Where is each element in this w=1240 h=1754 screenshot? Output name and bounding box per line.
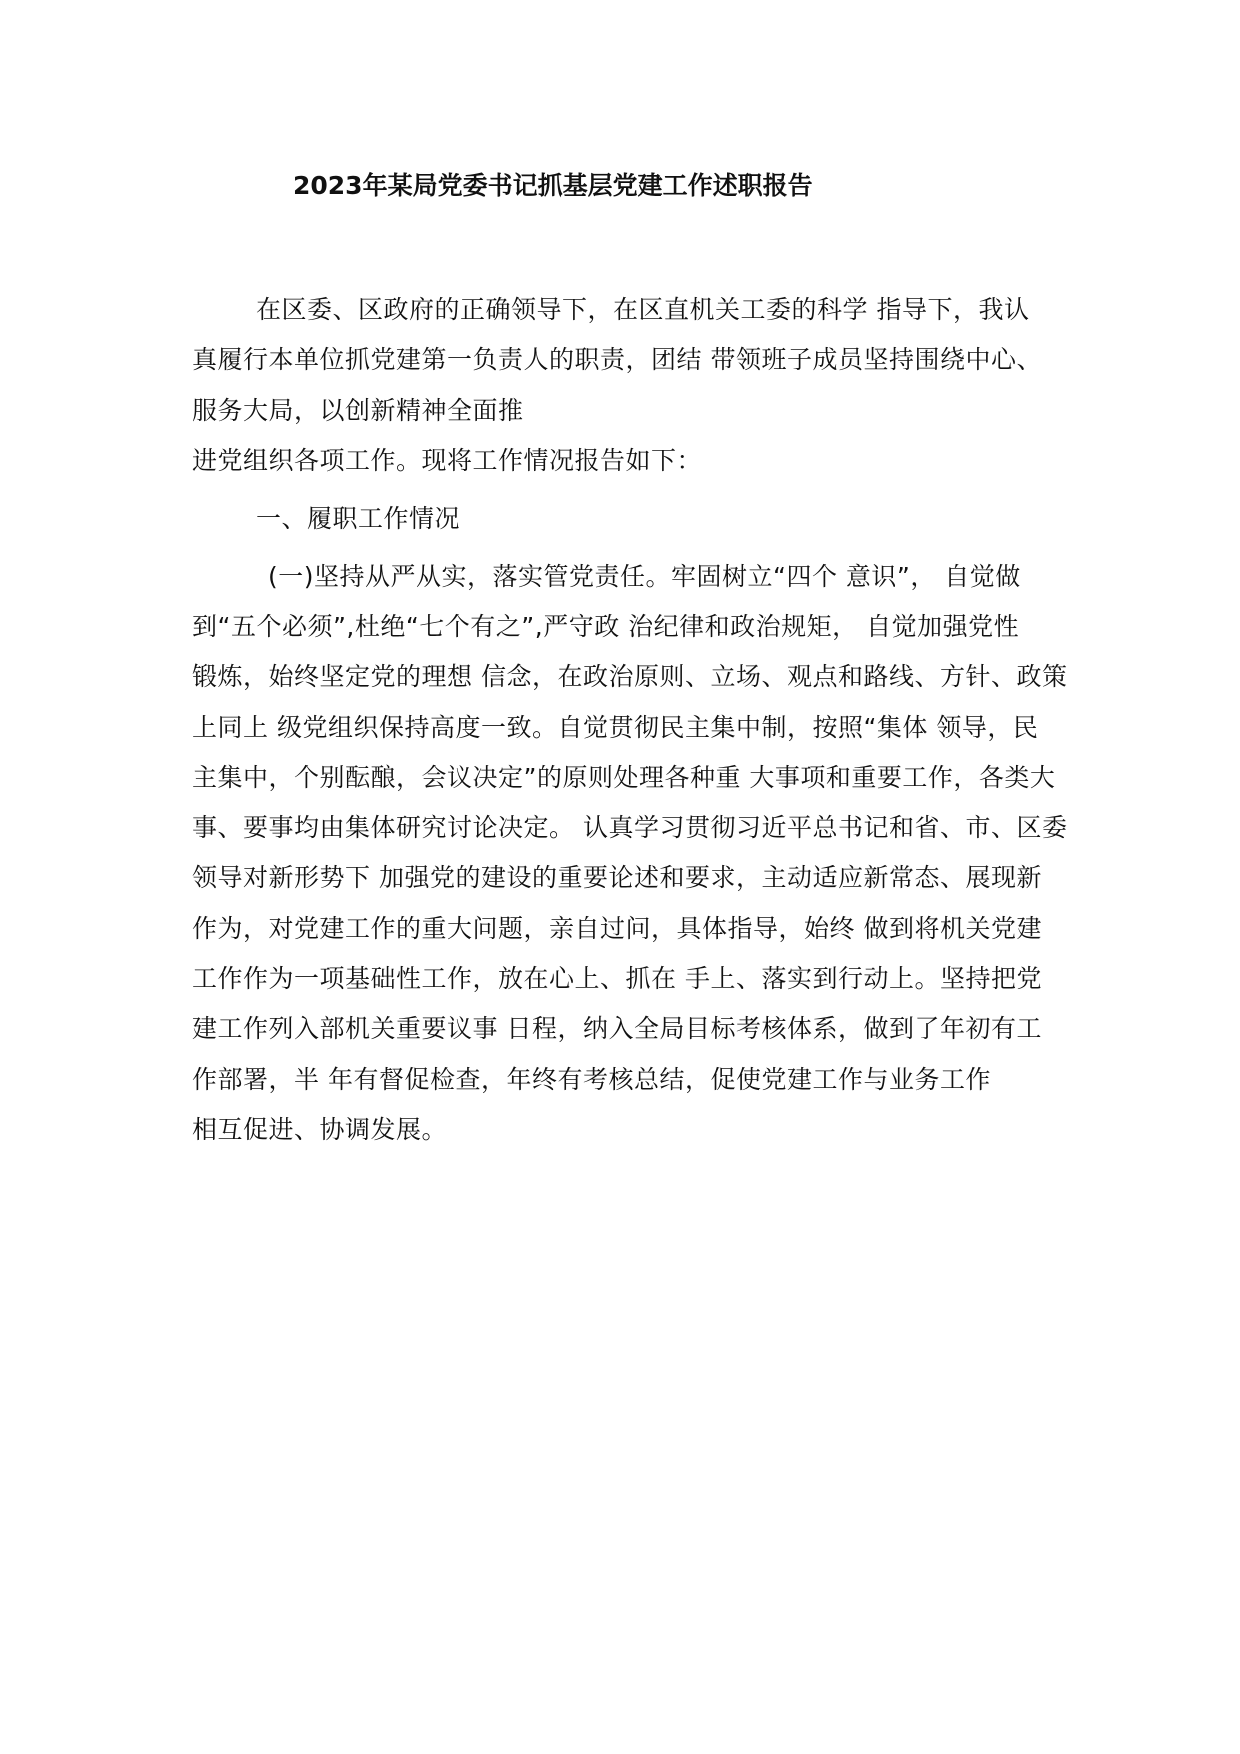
paragraph-line: 相互促进、协调发展。 (192, 1115, 448, 1144)
paragraph-line: 工作作为一项基础性工作，放在心上、抓在 手上、落实到行动上。坚持把党 (192, 964, 1042, 993)
paragraph-line: 主集中，个别酝酿，会议决定”的原则处理各种重 大事项和重要工作，各类大 (192, 763, 1056, 792)
paragraph-line: 锻炼，始终坚定党的理想 信念，在政治原则、立场、观点和路线、方针、政策 (192, 662, 1068, 691)
paragraph-line: 作为，对党建工作的重大问题，亲自过问，具体指导，始终 做到将机关党建 (192, 914, 1042, 943)
paragraph-line: 进党组织各项工作。现将工作情况报告如下： (192, 446, 703, 475)
paragraph-line: 上同上 级党组织保持高度一致。自觉贯彻民主集中制，按照“集体 领导，民 (192, 713, 1039, 742)
paragraph-line: 到“五个必须”,杜绝“七个有之”,严守政 治纪律和政治规矩， 自觉加强党性 (192, 612, 1020, 641)
paragraph-line: 事、要事均由集体研究讨论决定。 认真学习贯彻习近平总书记和省、市、区委 (192, 813, 1068, 842)
paragraph-line: 在区委、区政府的正确领导下，在区直机关工委的科学 指导下，我认 (256, 295, 1030, 324)
paragraph-line: (一)坚持从严从实，落实管党责任。牢固树立“四个 意识”， 自觉做 (268, 562, 1021, 591)
paragraph-line: 建工作列入部机关重要议事 日程，纳入全局目标考核体系，做到了年初有工 (192, 1014, 1042, 1043)
paragraph-line: 作部署，半 年有督促检查，年终有考核总结，促使党建工作与业务工作 (192, 1065, 991, 1094)
paragraph-line: 领导对新形势下 加强党的建设的重要论述和要求，主动适应新常态、展现新 (192, 863, 1042, 892)
paragraph-line: 真履行本单位抓党建第一负责人的职责，团结 带领班子成员坚持围绕中心、 (192, 345, 1042, 374)
paragraph-line: 服务大局，以创新精神全面推 (192, 396, 524, 425)
section-heading: 一、履职工作情况 (256, 504, 461, 533)
document-title: 2023年某局党委书记抓基层党建工作述职报告 (293, 171, 813, 200)
